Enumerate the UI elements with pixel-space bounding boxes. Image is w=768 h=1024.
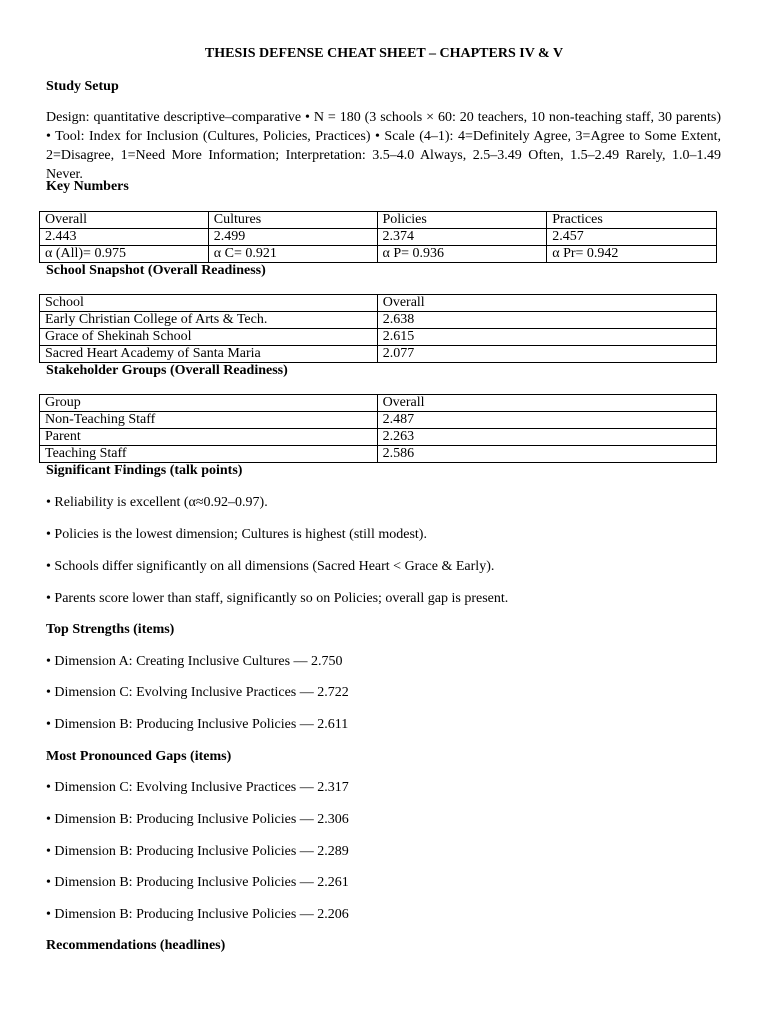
list-item: • Dimension B: Producing Inclusive Policies — 2.261	[46, 875, 349, 890]
list-item: • Dimension B: Producing Inclusive Policies — 2.206	[46, 907, 349, 922]
table-cell: Early Christian College of Arts & Tech.	[40, 312, 378, 329]
table-cell: 2.487	[377, 412, 716, 429]
table-row	[40, 346, 717, 363]
list-item: • Dimension C: Evolving Inclusive Practices — 2.722	[46, 685, 349, 700]
table-cell: 2.638	[377, 312, 716, 329]
table-cell: α (All)= 0.975	[40, 246, 209, 263]
table-row	[40, 395, 717, 412]
table-cell: Sacred Heart Academy of Santa Maria	[40, 346, 378, 363]
table-cell: 2.615	[377, 329, 716, 346]
table-cell: Overall	[377, 295, 716, 312]
list-item: • Policies is the lowest dimension; Cultures is highest (still modest).	[46, 527, 427, 542]
key-numbers-heading: Key Numbers	[46, 179, 129, 194]
table-cell: 2.374	[377, 229, 547, 246]
list-item: • Dimension B: Producing Inclusive Policies — 2.289	[46, 844, 349, 859]
recommendations-heading: Recommendations (headlines)	[46, 938, 226, 953]
table-cell: Group	[40, 395, 378, 412]
table-cell: α Pr= 0.942	[547, 246, 717, 263]
list-item: • Parents score lower than staff, significantly so on Policies; overall gap is present.	[46, 591, 509, 606]
table-cell: 2.263	[377, 429, 716, 446]
table-cell: 2.499	[208, 229, 377, 246]
table-cell: 2.586	[377, 446, 716, 463]
table-cell: Overall	[40, 212, 209, 229]
page-title: THESIS DEFENSE CHEAT SHEET – CHAPTERS IV & V	[204, 46, 564, 61]
study-setup-text: Design: quantitative descriptive–comparative • N = 180 (3 schools × 60: 20 teachers, 10 non-teaching staff, 30 parents) • Tool: Index for Inclusion (Cultures, Policies, Practices) • Scale (4–1): 4=Definitely Agree, 3=Agree to Some Extent, 2=Disagree, 1=Need More Information; Interpretation: 3.5–4.0 Always, 2.5–3.49 Often, 1.5–2.49 Rarely, 1.0–1.49 Never.	[46, 110, 721, 182]
table-cell: Parent	[40, 429, 378, 446]
table-row	[40, 412, 717, 429]
table-cell: 2.443	[40, 229, 209, 246]
table-cell: α P= 0.936	[377, 246, 547, 263]
pronounced-gaps-heading: Most Pronounced Gaps (items)	[46, 749, 232, 764]
table-cell: Grace of Shekinah School	[40, 329, 378, 346]
list-item: • Dimension B: Producing Inclusive Policies — 2.306	[46, 812, 349, 827]
table-row	[40, 246, 717, 263]
list-item: • Schools differ significantly on all dimensions (Sacred Heart < Grace & Early).	[46, 559, 495, 574]
table-row	[40, 446, 717, 463]
study-setup-heading: Study Setup	[46, 79, 119, 94]
table-cell: Practices	[547, 212, 717, 229]
table-cell: Non-Teaching Staff	[40, 412, 378, 429]
table-row	[40, 329, 717, 346]
table-cell: Teaching Staff	[40, 446, 378, 463]
list-item: • Reliability is excellent (α≈0.92–0.97).	[46, 495, 268, 510]
top-strengths-heading: Top Strengths (items)	[46, 622, 175, 637]
significant-findings-heading: Significant Findings (talk points)	[46, 463, 243, 478]
table-row	[40, 229, 717, 246]
school-snapshot-heading: School Snapshot (Overall Readiness)	[46, 263, 266, 278]
table-row	[40, 212, 717, 229]
table-cell: School	[40, 295, 378, 312]
table-row	[40, 429, 717, 446]
table-cell: 2.457	[547, 229, 717, 246]
stakeholder-groups-heading: Stakeholder Groups (Overall Readiness)	[46, 363, 288, 378]
stakeholder-groups-table	[39, 394, 717, 463]
table-cell: 2.077	[377, 346, 716, 363]
table-cell: Overall	[377, 395, 716, 412]
table-cell: Policies	[377, 212, 547, 229]
table-cell: Cultures	[208, 212, 377, 229]
key-numbers-table	[39, 211, 717, 263]
list-item: • Dimension B: Producing Inclusive Policies — 2.611	[46, 717, 349, 732]
list-item: • Dimension C: Evolving Inclusive Practices — 2.317	[46, 780, 349, 795]
table-cell: α C= 0.921	[208, 246, 377, 263]
table-row	[40, 312, 717, 329]
list-item: • Dimension A: Creating Inclusive Cultures — 2.750	[46, 654, 343, 669]
table-row	[40, 295, 717, 312]
school-snapshot-table	[39, 294, 717, 363]
